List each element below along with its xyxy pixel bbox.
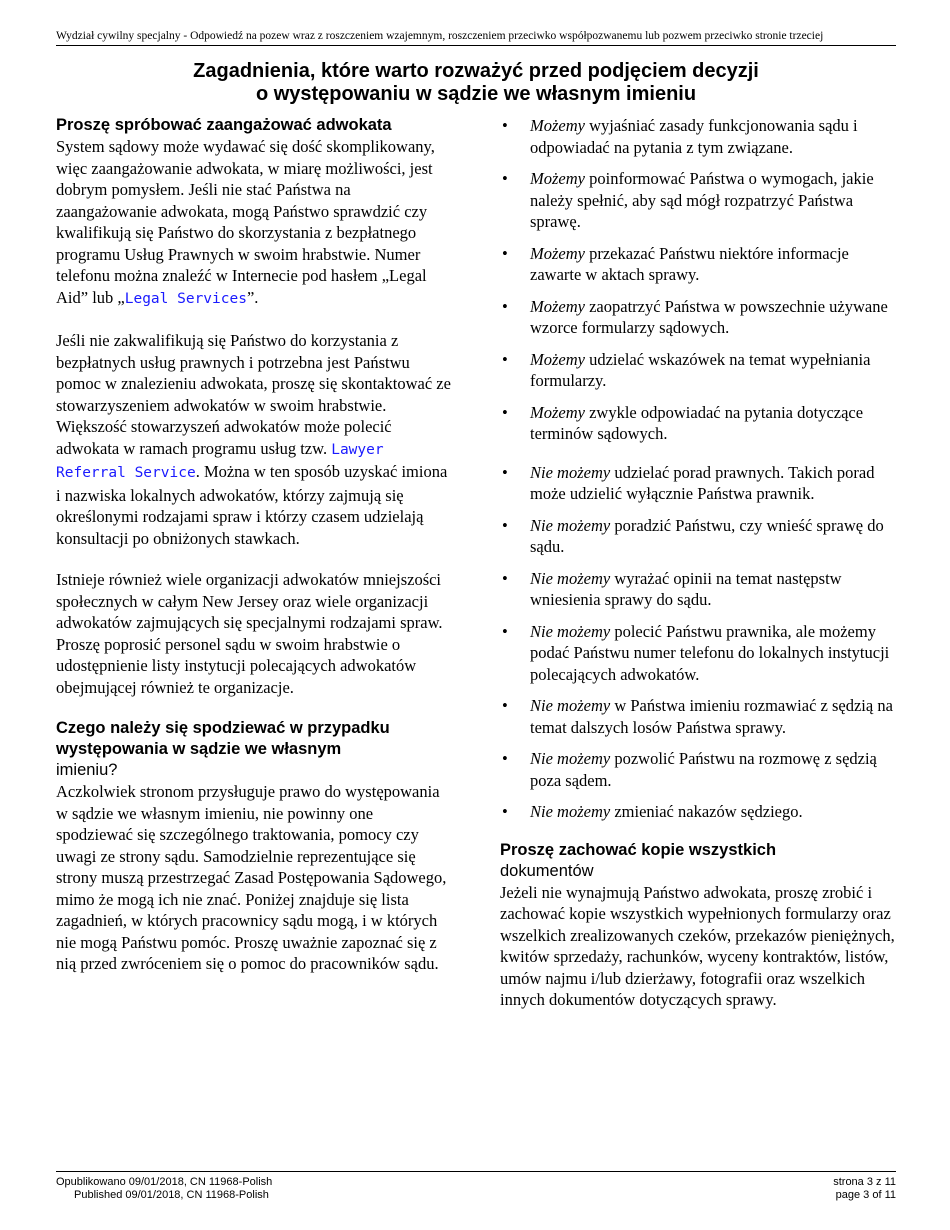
section-heading-expectations: Czego należy się spodziewać w przypadku występowania w sądzie we własnym imieniu? [56,718,451,781]
bullet-icon: • [502,402,508,422]
bullet-icon: • [502,243,508,263]
item-text: poinformować Państwa o wymogach, jakie należy spełnić, aby sąd mógł rozpatrzyć Państwa sprawę. [530,169,874,231]
item-text: udzielać porad prawnych. Takich porad może udzielić wyłącznie Państwa prawnik. [530,462,875,503]
item-emphasis: Możemy [530,349,585,369]
footer-published-en: Published 09/01/2018, CN 11968-Polish [74,1189,269,1201]
item-text: zwykle odpowiadać na pytania dotyczące terminów sądowych. [530,402,864,443]
item-emphasis: Nie możemy [530,749,611,768]
list-item [500,296,896,339]
lawyer-referral-link[interactable]: Lawyer Referral Service [56,441,384,481]
paragraph-keep-copies: Jeżeli nie wynajmują Państwo adwokata, proszę zrobić i zachować kopie wszystkich wypełnionych formularzy oraz wszelkich zrealizowanych czeków, przekazów pieniężnych, kwitów sprzedaży, rachunków, wyceny kontraktów, listów, umów najmu i/lub dzierżawy, fotografii oraz wszelkich innych dokumentów dotyczących sprawy. [500,882,895,1009]
bullet-icon: • [502,462,508,482]
section-heading-keep-copies: Proszę zachować kopie wszystkich dokumentów [500,840,896,882]
item-emphasis: Możemy [530,169,585,188]
item-text: przekazać Państwu niektóre informacje zawarte w aktach sprawy. [530,243,849,284]
list-item [500,402,896,445]
bullet-icon: • [502,349,508,369]
item-emphasis: Nie możemy [530,696,611,715]
item-text: w Państwa imieniu rozmawiać z sędzią na temat dalszych losów Państwa sprawy. [530,696,893,737]
section-heading-hire-lawyer: Proszę spróbować zaangażować adwokata [56,116,392,134]
paragraph-expectations: Aczkolwiek stronom przysługuje prawo do występowania w sądzie we własnym imieniu, nie powinny one spodziewać się szczególnego traktowania, pomocy czy uwagi ze strony sądu. Samodzielnie reprezentujące się strony muszą przestrzegać Zasad Postępowania Sądowego, mimo że mogą ich nie znać. Poniżej znajduje się lista zagadnień, w których pracownicy sądu mogą, i w których nie mogą Państwu pomóc. Proszę uważnie zapoznać się z nią przed zwróceniem się o pomoc do pracowników sądu. [56,782,447,973]
legal-services-link[interactable]: Legal Services [124,290,247,307]
list-item [500,515,896,558]
page-header: Wydział cywilny specjalny - Odpowiedź na pozew wraz z roszczeniem wzajemnym, roszczeniem przeciwko współpozwanemu lub pozwem przeciwko stronie trzeciej [56,28,896,46]
page-title [56,60,896,106]
list-item [500,568,896,611]
title-line-2: o występowaniu w sądzie we własnym imieniu [255,83,697,105]
bullet-icon: • [502,169,508,188]
list-item [500,695,896,738]
paragraph-bar-association: Jeśli nie zakwalifikują się Państwo do korzystania z bezpłatnych usług prawnych i potrzebna jest Państwu pomoc w znalezieniu adwokata, proszę się skontaktować ze stowarzyszeniem adwokatów w swoim hrabstwie. Większość stowarzyszeń adwokatów może polecić adwokata w ramach programu usług tzw. Lawyer Referral Service. Można w ten sposób uzyskać imiona i nazwiska lokalnych adwokatów, którzy zajmują się określonymi rodzajami spraw i którzy czasem udzielają konsultacji po obniżonych stawkach. [56,331,451,548]
bullet-icon: • [502,696,508,715]
bullet-icon: • [502,515,508,535]
item-emphasis: Nie możemy [530,621,611,641]
list-item [500,115,896,158]
item-text: poradzić Państwu, czy wnieść sprawę do sądu. [530,515,884,556]
item-emphasis: Nie możemy [530,462,611,482]
paragraph-hire-lawyer: System sądowy może wydawać się dość skomplikowany, więc zaangażowanie adwokata, w miarę możliwości, jest dobrym pomysłem. Jeśli nie stać Państwa na zaangażowanie adwokata, mogą Państwo sprawdzić czy kwalifikują się Państwo do skorzystania z bezpłatnego programu Usług Prawnych w swoim hrabstwie. Numer telefonu można znaleźć w Internecie pod hasłem „Legal Aid” lub „Legal Services”. [56,137,435,307]
list-item [500,349,896,392]
can-list [500,115,896,445]
footer-page-en: page 3 of 11 [835,1189,896,1201]
item-emphasis: Możemy [530,296,585,316]
bullet-icon: • [502,296,508,316]
item-text: zmieniać nakazów sędziego. [610,802,803,821]
item-text: polecić Państwu prawnika, ale możemy podać Państwu numer telefonu do lokalnych instytucji polecających adwokatów. [530,621,890,684]
item-emphasis: Możemy [530,116,585,135]
item-emphasis: Możemy [530,243,585,263]
list-item [500,462,896,505]
item-text: zaopatrzyć Państwa w powszechnie używane wzorce formularzy sądowych. [530,296,888,337]
bullet-icon: • [502,621,508,641]
item-emphasis: Możemy [530,402,585,422]
list-item [500,243,896,286]
page-footer [56,1171,896,1201]
left-column [56,115,451,975]
bullet-icon: • [502,568,508,588]
cannot-list [500,462,896,823]
item-emphasis: Nie możemy [530,568,611,588]
list-item [500,621,896,686]
paragraph-minority-organizations: Istnieje również wiele organizacji adwokatów mniejszości społecznych w całym New Jersey oraz wiele organizacji adwokatów zajmujących się specjalnymi rodzajami spraw. Proszę poprosić personel sądu w swoim hrabstwie o udostępnienie listy instytucji polecających adwokatów obejmującej również te organizacje. [56,570,443,697]
section-heading-keep-copies-tail: dokumentów [500,861,594,880]
item-text: wyjaśniać zasady funkcjonowania sądu i odpowiadać na pytania z tym związane. [530,116,858,157]
item-emphasis: Nie możemy [530,802,611,821]
footer-page-pl: strona 3 z 11 [833,1176,896,1188]
list-item [500,748,896,791]
footer-published-pl: Opublikowano 09/01/2018, CN 11968-Polish [56,1176,273,1188]
right-column [500,115,896,1011]
item-text: udzielać wskazówek na temat wypełniania formularzy. [530,349,871,390]
bullet-icon: • [502,749,508,768]
title-line-1: Zagadnienia, które warto rozważyć przed podjęciem decyzji [193,60,759,82]
item-emphasis: Nie możemy [530,515,611,535]
bullet-icon: • [502,802,508,821]
bullet-icon: • [502,116,508,135]
section-heading-expectations-tail: imieniu? [56,761,118,779]
list-item [500,801,896,823]
list-item [500,168,896,233]
item-text: wyrażać opinii na temat następstw wniesienia sprawy do sądu. [530,568,842,609]
item-text: pozwolić Państwu na rozmowę z sędzią poza sądem. [530,749,877,790]
